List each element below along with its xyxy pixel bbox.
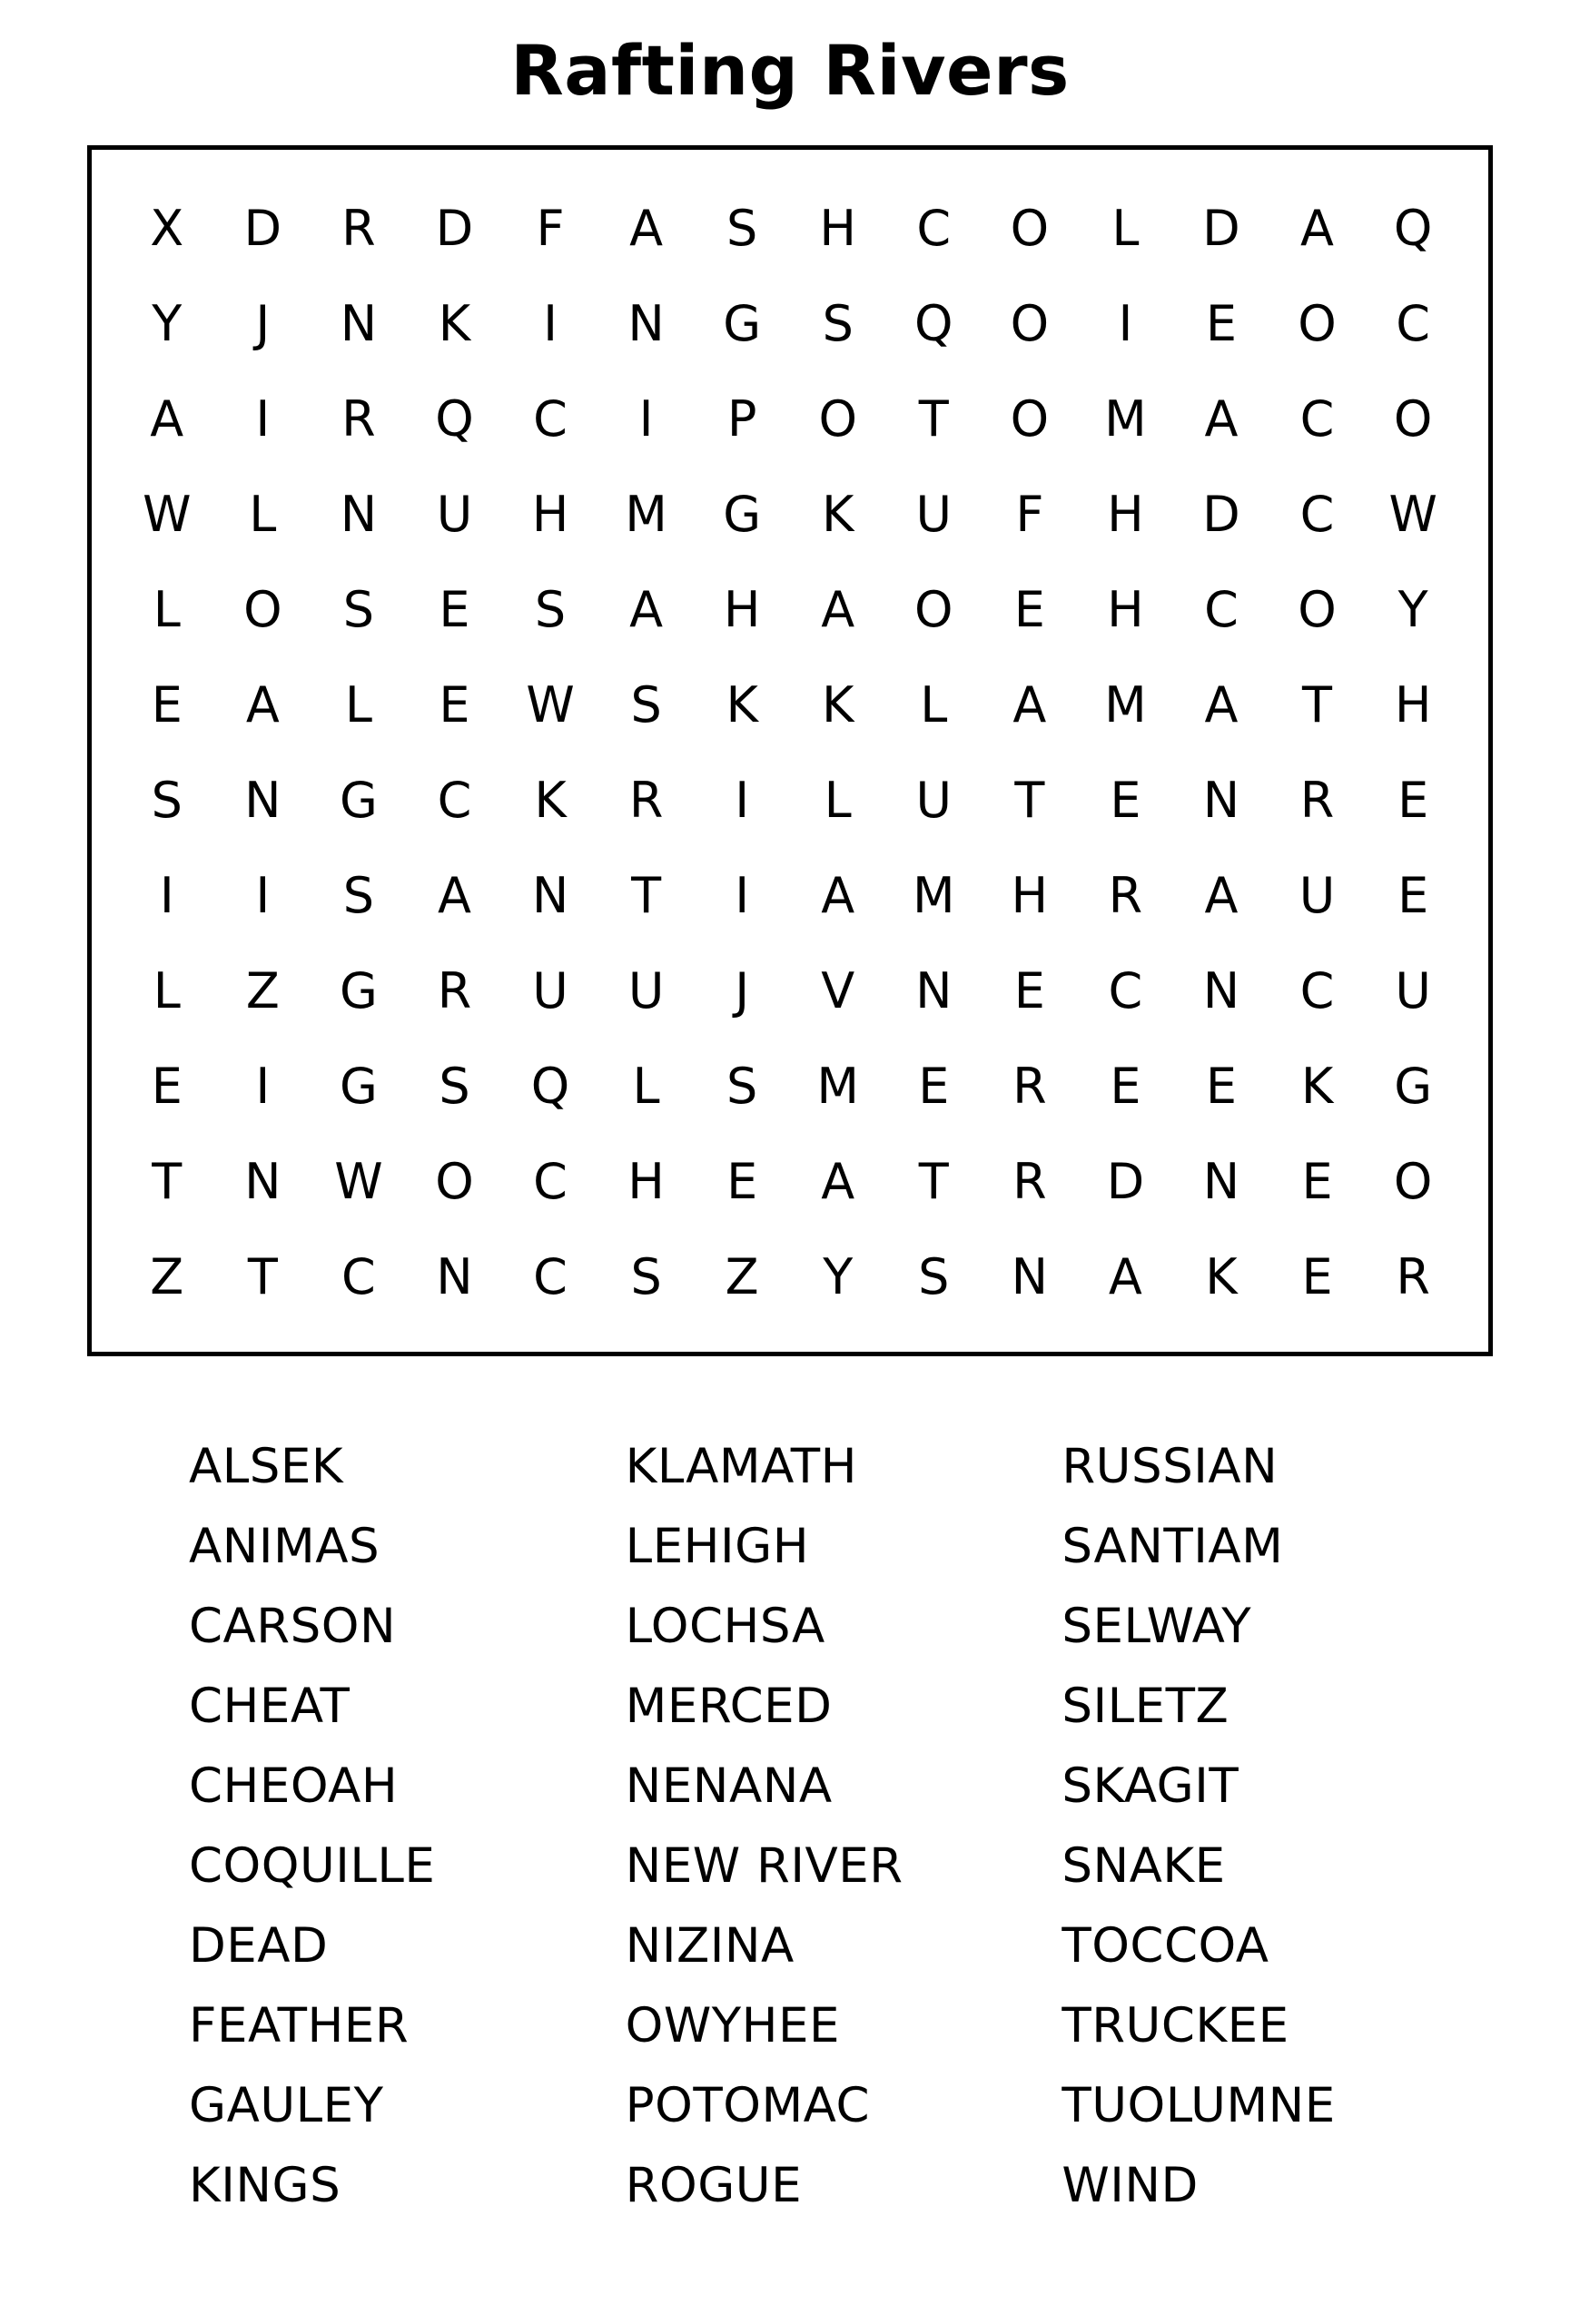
grid-cell[interactable]: I <box>255 866 271 924</box>
grid-cell[interactable]: O <box>435 1152 474 1210</box>
grid-cell[interactable]: Z <box>150 1247 184 1305</box>
grid-cell[interactable]: S <box>630 675 662 734</box>
grid-cell[interactable]: W <box>143 485 192 543</box>
grid-cell[interactable]: A <box>245 675 280 734</box>
grid-cell[interactable]: E <box>1013 961 1045 1019</box>
grid-cell[interactable]: J <box>255 294 271 352</box>
grid-cell[interactable]: E <box>439 675 470 734</box>
grid-cell[interactable]: N <box>1011 1247 1049 1305</box>
grid-cell[interactable]: R <box>1396 1247 1430 1305</box>
word-list-column-1 <box>189 1427 626 2226</box>
word-list-item[interactable]: ROGUE <box>625 2157 803 2213</box>
grid-cell[interactable]: T <box>918 389 949 448</box>
grid-cell[interactable]: E <box>151 1057 183 1115</box>
word-list-item[interactable]: CHEAT <box>189 1678 351 1734</box>
word-list-item[interactable]: FEATHER <box>189 1997 410 2053</box>
grid-cell[interactable]: O <box>1298 580 1337 638</box>
word-list-item[interactable]: NEW RIVER <box>625 1837 904 1894</box>
grid-cell[interactable]: O <box>1010 389 1050 448</box>
grid-cell[interactable]: O <box>1393 1152 1433 1210</box>
grid-cell[interactable]: E <box>151 675 183 734</box>
grid-cell[interactable]: N <box>244 1152 281 1210</box>
grid-cell[interactable]: Y <box>152 294 183 352</box>
grid-row <box>119 371 1461 467</box>
grid-cell[interactable]: A <box>437 866 471 924</box>
grid-cell[interactable]: K <box>822 675 854 734</box>
word-list-item[interactable]: GAULEY <box>189 2077 384 2133</box>
grid-cell[interactable]: C <box>533 1247 568 1305</box>
grid-cell[interactable]: R <box>341 389 376 448</box>
grid-cell[interactable]: G <box>339 961 378 1019</box>
grid-cell[interactable]: A <box>1012 675 1047 734</box>
grid-cell[interactable]: M <box>1104 675 1147 734</box>
grid-cell[interactable]: W <box>526 675 575 734</box>
grid-cell[interactable]: T <box>631 866 662 924</box>
grid-cell[interactable]: A <box>1300 199 1334 257</box>
grid-cell[interactable]: E <box>1301 1247 1333 1305</box>
grid-row <box>119 1134 1461 1229</box>
word-list-item[interactable]: SANTIAM <box>1062 1518 1284 1574</box>
word-list-item[interactable]: POTOMAC <box>625 2077 870 2133</box>
grid-cell[interactable]: C <box>533 1152 568 1210</box>
grid-cell[interactable]: L <box>824 771 852 829</box>
grid-cell[interactable]: Q <box>435 389 474 448</box>
word-list-item[interactable]: CARSON <box>189 1598 397 1654</box>
grid-cell[interactable]: U <box>915 485 953 543</box>
grid-cell[interactable]: U <box>436 485 473 543</box>
grid-cell[interactable]: A <box>150 389 184 448</box>
grid-cell[interactable]: N <box>1202 1152 1240 1210</box>
word-list-item[interactable]: NENANA <box>625 1758 833 1814</box>
grid-cell[interactable]: X <box>150 199 184 257</box>
grid-cell[interactable]: M <box>816 1057 860 1115</box>
grid-cell[interactable]: G <box>339 771 378 829</box>
grid-cell[interactable]: C <box>1299 485 1335 543</box>
word-list-item[interactable]: SELWAY <box>1062 1598 1252 1654</box>
word-list-item[interactable]: DEAD <box>189 1917 329 1974</box>
grid-cell[interactable]: A <box>821 866 855 924</box>
grid-cell[interactable]: R <box>1012 1057 1047 1115</box>
grid-cell[interactable]: S <box>726 1057 758 1115</box>
page-title: Rafting Rivers <box>510 30 1070 111</box>
grid-cell[interactable]: K <box>726 675 758 734</box>
grid-cell[interactable]: A <box>1204 389 1239 448</box>
grid-cell[interactable]: O <box>1393 389 1433 448</box>
grid-cell[interactable]: E <box>1301 1152 1333 1210</box>
grid-cell[interactable]: T <box>1014 771 1045 829</box>
grid-cell[interactable]: H <box>627 1152 665 1210</box>
grid-row <box>119 848 1461 943</box>
letter-grid-table <box>119 181 1461 1324</box>
grid-cell[interactable]: P <box>726 389 757 448</box>
grid-cell[interactable]: H <box>1394 675 1432 734</box>
grid-cell[interactable]: D <box>1202 485 1240 543</box>
word-list <box>82 1427 1498 2226</box>
grid-cell[interactable]: O <box>818 389 857 448</box>
grid-cell[interactable]: S <box>918 1247 950 1305</box>
word-list-item[interactable]: SKAGIT <box>1062 1758 1239 1814</box>
grid-cell[interactable]: G <box>339 1057 378 1115</box>
grid-cell[interactable]: L <box>249 485 277 543</box>
grid-cell[interactable]: U <box>532 961 568 1019</box>
grid-cell[interactable]: U <box>1299 866 1336 924</box>
grid-cell[interactable]: A <box>821 580 855 638</box>
grid-cell[interactable]: S <box>630 1247 662 1305</box>
word-list-column-2 <box>626 1427 1062 2226</box>
grid-cell[interactable]: F <box>536 199 565 257</box>
grid-cell[interactable]: I <box>735 866 750 924</box>
grid-row <box>119 657 1461 753</box>
grid-cell[interactable]: D <box>1202 199 1240 257</box>
grid-cell[interactable]: N <box>531 866 569 924</box>
word-list-item[interactable]: ANIMAS <box>189 1518 380 1574</box>
grid-cell[interactable]: S <box>151 771 183 829</box>
word-list-item[interactable]: TOCCOA <box>1062 1917 1269 1974</box>
grid-cell[interactable]: Y <box>823 1247 854 1305</box>
grid-cell[interactable]: L <box>632 1057 660 1115</box>
grid-cell[interactable]: D <box>435 199 474 257</box>
grid-cell[interactable]: N <box>1202 961 1240 1019</box>
grid-cell[interactable]: U <box>1395 961 1431 1019</box>
grid-row <box>119 562 1461 657</box>
grid-cell[interactable]: A <box>629 199 664 257</box>
grid-cell[interactable]: H <box>723 580 761 638</box>
grid-cell[interactable]: T <box>152 1152 183 1210</box>
grid-cell[interactable]: G <box>723 485 762 543</box>
grid-cell[interactable]: R <box>437 961 472 1019</box>
grid-cell[interactable]: C <box>916 199 952 257</box>
word-list-item[interactable]: TUOLUMNE <box>1062 2077 1336 2133</box>
grid-cell[interactable]: S <box>342 866 375 924</box>
grid-cell[interactable]: A <box>821 1152 855 1210</box>
word-list-item[interactable]: SILETZ <box>1062 1678 1229 1734</box>
grid-cell[interactable]: E <box>1397 866 1429 924</box>
word-list-item[interactable]: TRUCKEE <box>1062 1997 1289 2053</box>
grid-cell[interactable]: O <box>914 580 953 638</box>
grid-cell[interactable]: O <box>1010 199 1050 257</box>
word-list-item[interactable]: COQUILLE <box>189 1837 436 1894</box>
grid-cell[interactable]: E <box>1397 771 1429 829</box>
grid-cell[interactable]: C <box>1204 580 1239 638</box>
grid-cell[interactable]: C <box>533 389 568 448</box>
grid-cell[interactable]: Q <box>530 1057 570 1115</box>
grid-cell[interactable]: E <box>726 1152 758 1210</box>
grid-cell[interactable]: R <box>1299 771 1335 829</box>
grid-cell[interactable]: A <box>1108 1247 1142 1305</box>
grid-cell[interactable]: I <box>543 294 558 352</box>
grid-cell[interactable]: N <box>436 1247 473 1305</box>
word-list-item[interactable]: OWYHEE <box>625 1997 840 2053</box>
grid-cell[interactable]: N <box>627 294 665 352</box>
grid-cell[interactable]: N <box>340 294 378 352</box>
grid-cell[interactable]: A <box>629 580 664 638</box>
grid-cell[interactable]: L <box>1111 199 1140 257</box>
grid-cell[interactable]: M <box>912 866 955 924</box>
word-list-item[interactable]: LOCHSA <box>625 1598 825 1654</box>
grid-cell[interactable]: A <box>1204 866 1239 924</box>
grid-cell[interactable]: Z <box>725 1247 759 1305</box>
grid-cell[interactable]: C <box>341 1247 376 1305</box>
word-list-item[interactable]: CHEOAH <box>189 1758 399 1814</box>
word-list-item[interactable]: KINGS <box>189 2157 341 2213</box>
grid-cell[interactable]: H <box>819 199 857 257</box>
grid-cell[interactable]: N <box>915 961 953 1019</box>
grid-cell[interactable]: I <box>638 389 654 448</box>
grid-cell[interactable]: A <box>1204 675 1239 734</box>
grid-row <box>119 181 1461 276</box>
grid-cell[interactable]: M <box>625 485 667 543</box>
grid-cell[interactable]: K <box>438 294 471 352</box>
grid-cell[interactable]: Z <box>245 961 280 1019</box>
grid-cell[interactable]: O <box>1010 294 1050 352</box>
grid-cell[interactable]: U <box>627 961 665 1019</box>
grid-cell[interactable]: R <box>341 199 376 257</box>
grid-cell[interactable]: S <box>439 1057 470 1115</box>
grid-cell[interactable]: R <box>1012 1152 1047 1210</box>
grid-cell[interactable]: E <box>1205 294 1238 352</box>
word-list-column-3 <box>1062 1427 1498 2226</box>
grid-cell[interactable]: L <box>920 675 948 734</box>
grid-cell[interactable]: I <box>159 866 174 924</box>
grid-cell[interactable]: E <box>1205 1057 1238 1115</box>
grid-cell[interactable]: V <box>821 961 855 1019</box>
grid-row <box>119 943 1461 1039</box>
grid-cell[interactable]: G <box>1394 1057 1433 1115</box>
grid-cell[interactable]: T <box>918 1152 949 1210</box>
grid-cell[interactable]: K <box>1205 1247 1238 1305</box>
grid-cell[interactable]: N <box>244 771 281 829</box>
grid-cell[interactable]: S <box>534 580 567 638</box>
grid-cell[interactable]: C <box>437 771 472 829</box>
grid-cell[interactable]: E <box>1110 1057 1141 1115</box>
grid-cell[interactable]: E <box>1013 580 1045 638</box>
grid-cell[interactable]: C <box>1299 961 1335 1019</box>
word-search-grid <box>87 145 1493 1356</box>
word-list-item[interactable]: ALSEK <box>189 1438 344 1494</box>
grid-cell[interactable]: W <box>334 1152 383 1210</box>
grid-cell[interactable]: E <box>918 1057 950 1115</box>
grid-cell[interactable]: S <box>726 199 758 257</box>
grid-cell[interactable]: S <box>342 580 375 638</box>
grid-cell[interactable]: H <box>531 485 569 543</box>
grid-cell[interactable]: D <box>1106 1152 1145 1210</box>
word-list-item[interactable]: NIZINA <box>625 1917 795 1974</box>
grid-cell[interactable]: L <box>153 580 181 638</box>
grid-cell[interactable]: K <box>822 485 854 543</box>
grid-cell[interactable]: I <box>735 771 750 829</box>
word-list-item[interactable]: MERCED <box>625 1678 833 1734</box>
grid-cell[interactable]: S <box>822 294 854 352</box>
word-list-item[interactable]: LEHIGH <box>625 1518 810 1574</box>
grid-cell[interactable]: W <box>1388 485 1437 543</box>
grid-cell[interactable]: R <box>1108 866 1143 924</box>
grid-cell[interactable]: E <box>439 580 470 638</box>
grid-cell[interactable]: T <box>1302 675 1333 734</box>
grid-cell[interactable]: T <box>247 1247 278 1305</box>
grid-cell[interactable]: L <box>344 675 372 734</box>
grid-cell[interactable]: I <box>255 389 271 448</box>
grid-cell[interactable]: I <box>1118 294 1133 352</box>
grid-row <box>119 276 1461 371</box>
grid-cell[interactable]: E <box>1110 771 1141 829</box>
grid-cell[interactable]: O <box>243 580 282 638</box>
grid-row <box>119 1039 1461 1134</box>
grid-cell[interactable]: Q <box>1393 199 1433 257</box>
grid-cell[interactable]: Y <box>1397 580 1428 638</box>
grid-cell[interactable]: G <box>723 294 762 352</box>
grid-cell[interactable]: N <box>1202 771 1240 829</box>
grid-cell[interactable]: L <box>153 961 181 1019</box>
grid-row <box>119 753 1461 848</box>
grid-cell[interactable]: R <box>628 771 664 829</box>
grid-cell[interactable]: I <box>255 1057 271 1115</box>
grid-cell[interactable]: M <box>1104 389 1147 448</box>
grid-cell[interactable]: H <box>1107 485 1144 543</box>
word-list-item[interactable]: SNAKE <box>1062 1837 1226 1894</box>
grid-cell[interactable]: F <box>1015 485 1044 543</box>
grid-cell[interactable]: C <box>1299 389 1335 448</box>
word-list-item[interactable]: RUSSIAN <box>1062 1438 1279 1494</box>
grid-cell[interactable]: O <box>1298 294 1337 352</box>
grid-cell[interactable]: J <box>735 961 750 1019</box>
grid-cell[interactable]: H <box>1107 580 1144 638</box>
grid-cell[interactable]: D <box>243 199 282 257</box>
grid-cell[interactable]: K <box>1300 1057 1334 1115</box>
word-list-item[interactable]: KLAMATH <box>625 1438 858 1494</box>
grid-row <box>119 467 1461 562</box>
grid-row <box>119 1229 1461 1324</box>
grid-cell[interactable]: H <box>1011 866 1049 924</box>
grid-cell[interactable]: N <box>340 485 378 543</box>
grid-cell[interactable]: C <box>1108 961 1143 1019</box>
word-list-item[interactable]: WIND <box>1062 2157 1199 2213</box>
grid-cell[interactable]: Q <box>914 294 953 352</box>
grid-cell[interactable]: C <box>1396 294 1431 352</box>
grid-cell[interactable]: K <box>534 771 567 829</box>
grid-cell[interactable]: U <box>915 771 953 829</box>
